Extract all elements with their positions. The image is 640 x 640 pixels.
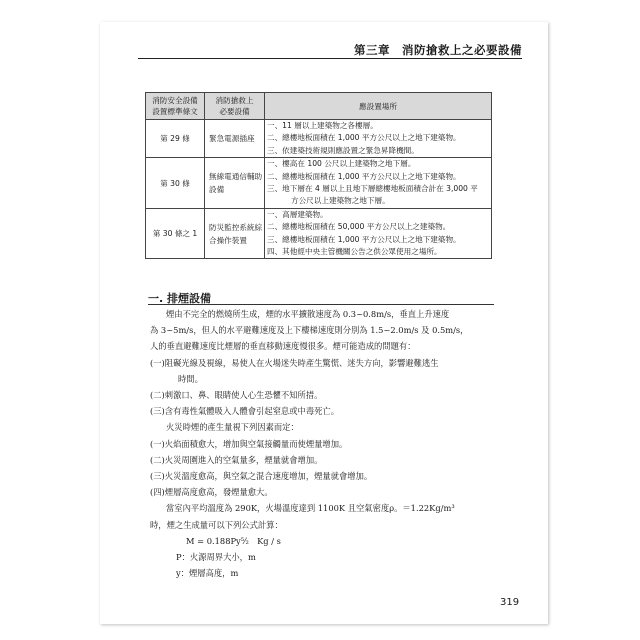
place-line: 三、依建築技術規則應設置之緊急昇降機間。: [267, 145, 419, 155]
header-rule: [138, 58, 522, 59]
body-line: (二)刺激口、鼻、眼睛使人心生恐懼不知所措。: [150, 390, 323, 401]
body-line: (四)煙層高度愈高，發煙量愈大。: [150, 487, 273, 498]
chapter-running-head: 第三章 消防搶救上之必要設備: [354, 43, 522, 57]
place-line: 一、樓高在 100 公尺以上建築物之地下層。: [267, 159, 416, 169]
place-line: 二、總樓地板面積在 1,000 平方公尺以上之地下建築物。: [267, 133, 461, 143]
header-article: 消防安全設備 設置標準條文: [146, 93, 205, 120]
body-line: 為 3~5m/s，但人的水平避難速度及上下樓梯速度則分別為 1.5~2.0m/s 及 0.5m/s，: [150, 325, 469, 336]
row-equipment: 無線電通信輔助設備: [205, 158, 265, 209]
body-line: (一)阻礙光線及視線，易使人在火場迷失時產生驚慌、迷失方向，影響避難逃生: [150, 357, 439, 368]
body-line: (三)含有毒性氣體吸入人體會引起窒息或中毒死亡。: [150, 406, 340, 417]
body-line: (一)火焰面積愈大，增加與空氣接觸量而使煙量增加。: [150, 438, 348, 449]
body-line: 火災時煙的產生量視下列因素而定：: [166, 422, 299, 433]
table-row: [146, 208, 492, 259]
body-line: (二)火災周圍進入的空氣量多，煙量就會增加。: [150, 454, 323, 465]
place-line: 二、總樓地板面積在 1,000 平方公尺以上之地下建築物。: [267, 171, 461, 181]
table-row: [146, 158, 492, 209]
row-article: 第 30 條之 1: [146, 208, 205, 259]
row-places: [265, 208, 492, 259]
row-equipment: 防災監控系統綜合操作裝置: [205, 208, 265, 259]
section-title: 一. 排煙設備: [148, 292, 212, 305]
place-line: 一、11 層以上建築物之各樓層。: [267, 121, 378, 130]
table-header-row: [146, 93, 492, 120]
row-places: [265, 158, 492, 209]
section-rule: [148, 304, 494, 305]
row-article: 第 29 條: [146, 120, 205, 158]
body-line: (三)火災溫度愈高，與空氣之混合速度增加，煙量就會增加。: [150, 471, 373, 482]
row-equipment: 緊急電源插座: [205, 120, 265, 158]
body-line: 當室內平均溫度為 290K，火場溫度達到 1100K 且空氣密度ρ。＝1.22Kg/m³: [166, 503, 455, 514]
body-line: 人的垂直避難速度比煙層的垂直移動速度慢很多。煙可能造成的問題有：: [150, 341, 416, 352]
section-body: [150, 306, 496, 581]
place-line: 二、總樓地板面積在 50,000 平方公尺以上之建築物。: [267, 222, 451, 232]
body-line: 時，煙之生成量可以下列公式計算：: [150, 519, 283, 530]
body-line: 煙由不完全的燃燒所生成，煙的水平擴散速度為 0.3~0.8m/s，垂直上升速度: [166, 309, 450, 319]
header-places: 應設置場所: [265, 93, 492, 120]
place-line: 方公尺以上建築物之地下層。: [291, 196, 390, 206]
page-number: 319: [500, 597, 520, 608]
table-row: [146, 120, 492, 158]
place-line: 三、地下層在 4 層以上且地下層總樓地板面積合計在 3,000 平: [267, 184, 478, 194]
equipment-table: [145, 92, 492, 259]
place-line: 四、其他經中央主管機關公告之供公眾使用之場所。: [267, 247, 442, 257]
formula-line: M = 0.188Py⁵⁄₂ Kg / s: [186, 535, 281, 546]
variable-definition: P：火源周界大小，m: [176, 552, 256, 563]
place-line: 一、高層建築物。: [267, 209, 328, 219]
variable-definition: y：煙層高度，m: [176, 568, 239, 579]
place-line: 三、總樓地板面積在 1,000 平方公尺以上之地下建築物。: [267, 234, 461, 244]
row-article: 第 30 條: [146, 158, 205, 209]
body-line: 時間。: [178, 373, 203, 384]
header-equipment: 消防搶救上 必要設備: [205, 93, 265, 120]
row-places: [265, 120, 492, 158]
